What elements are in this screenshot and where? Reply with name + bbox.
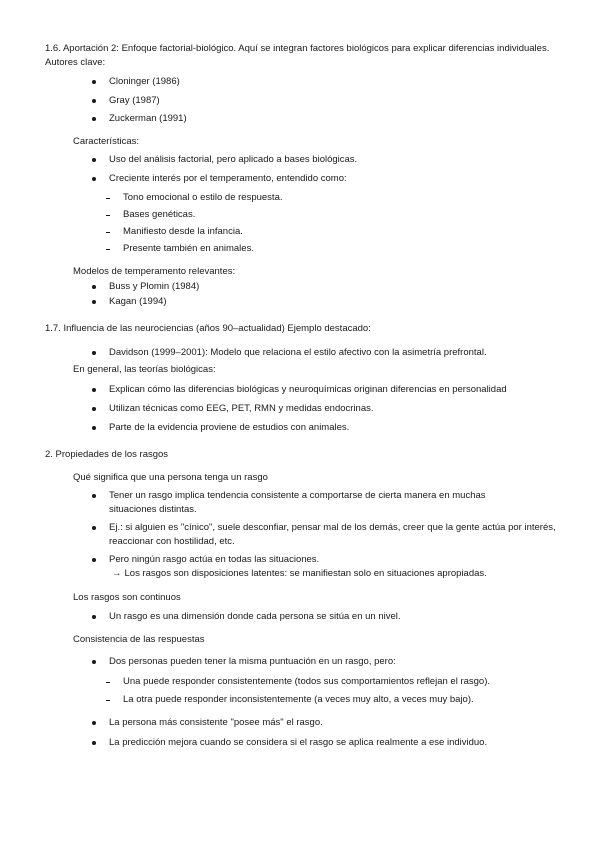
consistency-subitem: Una puede responder consistentemente (todos sus comportamientos reflejan el rasgo). — [123, 676, 491, 687]
bullet-icon — [92, 558, 96, 562]
bullet-icon — [92, 494, 96, 498]
author-item: Zuckerman (1991) — [109, 113, 187, 124]
general-item: Utilizan técnicas como EEG, PET, RMN y medidas endocrinas. — [109, 403, 374, 414]
general-item: Parte de la evidencia proviene de estudios con animales. — [109, 422, 350, 433]
bullet-icon — [92, 158, 96, 162]
author-item: Cloninger (1986) — [109, 76, 180, 87]
bullet-icon — [92, 80, 96, 84]
model-item: Buss y Plomin (1984) — [109, 281, 200, 292]
example-item: Davidson (1999–2001): Modelo que relaciona el estilo afectivo con la asimetría prefrontal. — [109, 347, 487, 358]
general-label: En general, las teorías biológicas: — [73, 364, 216, 375]
bullet-icon — [92, 351, 96, 355]
model-item: Kagan (1994) — [109, 296, 167, 307]
characteristics-label: Características: — [73, 136, 139, 147]
section-1-7-title: 1.7. Influencia de las neurociencias (años 90–actualidad) Ejemplo destacado: — [45, 323, 371, 334]
consistency-item: Dos personas pueden tener la misma puntuación en un rasgo, pero: — [109, 656, 396, 667]
trait-meaning-item: Tener un rasgo implica tendencia consistente a comportarse de cierta manera en muchas situaciones distintas. — [109, 490, 486, 515]
dash-icon — [106, 700, 110, 701]
dash-icon — [106, 198, 110, 199]
consistency-item: La persona más consistente "posee más" el rasgo. — [109, 717, 323, 728]
bullet-icon — [92, 117, 96, 121]
trait-meaning-item: Pero ningún rasgo actúa en todas las situaciones. — [109, 554, 320, 565]
trait-meaning-item: Ej.: si alguien es "cínico", suele desconfiar, pensar mal de los demás, creer que la gente actúa por interés, reaccionar con hostilidad, etc. — [109, 522, 556, 547]
temperament-item: Bases genéticas. — [123, 209, 196, 220]
arrow-right-icon: → — [112, 568, 122, 579]
latent-disposition-note — [112, 567, 487, 581]
continuous-label: Los rasgos son continuos — [73, 592, 181, 603]
bullet-icon — [92, 526, 96, 530]
latent-disposition-text: Los rasgos son disposiciones latentes: se manifiestan solo en situaciones apropiadas. — [124, 568, 487, 579]
trait-meaning-label: Qué significa que una persona tenga un rasgo — [73, 472, 268, 483]
dash-icon — [106, 682, 110, 683]
bullet-icon — [92, 300, 96, 304]
general-item: Explican cómo las diferencias biológicas y neuroquímicas originan diferencias en personalidad — [109, 384, 507, 395]
bullet-icon — [92, 407, 96, 411]
bullet-icon — [92, 615, 96, 619]
characteristic-item: Creciente interés por el temperamento, entendido como: — [109, 173, 347, 184]
section-1-6-intro: 1.6. Aportación 2: Enfoque factorial-biológico. Aquí se integran factores biológicos para explicar diferencias individuales. Autores clave: — [45, 43, 550, 68]
section-2-title: 2. Propiedades de los rasgos — [45, 449, 169, 460]
bullet-icon — [92, 660, 96, 664]
temperament-item: Presente también en animales. — [123, 243, 254, 254]
bullet-icon — [92, 99, 96, 103]
bullet-icon — [92, 285, 96, 289]
characteristic-item: Uso del análisis factorial, pero aplicado a bases biológicas. — [109, 154, 358, 165]
temperament-item: Tono emocional o estilo de respuesta. — [123, 192, 283, 203]
temperament-item: Manifiesto desde la infancia. — [123, 226, 243, 237]
dash-icon — [106, 249, 110, 250]
consistency-subitem: La otra puede responder inconsistentemente (a veces muy alto, a veces muy bajo). — [123, 694, 474, 705]
models-label: Modelos de temperamento relevantes: — [73, 266, 236, 277]
author-item: Gray (1987) — [109, 95, 160, 106]
bullet-icon — [92, 177, 96, 181]
consistency-item: La predicción mejora cuando se considera si el rasgo se aplica realmente a ese individuo. — [109, 737, 488, 748]
dash-icon — [106, 232, 110, 233]
consistency-label: Consistencia de las respuestas — [73, 634, 205, 645]
dash-icon — [106, 215, 110, 216]
continuous-item: Un rasgo es una dimensión donde cada persona se sitúa en un nivel. — [109, 611, 401, 622]
bullet-icon — [92, 426, 96, 430]
bullet-icon — [92, 388, 96, 392]
bullet-icon — [92, 741, 96, 745]
bullet-icon — [92, 721, 96, 725]
